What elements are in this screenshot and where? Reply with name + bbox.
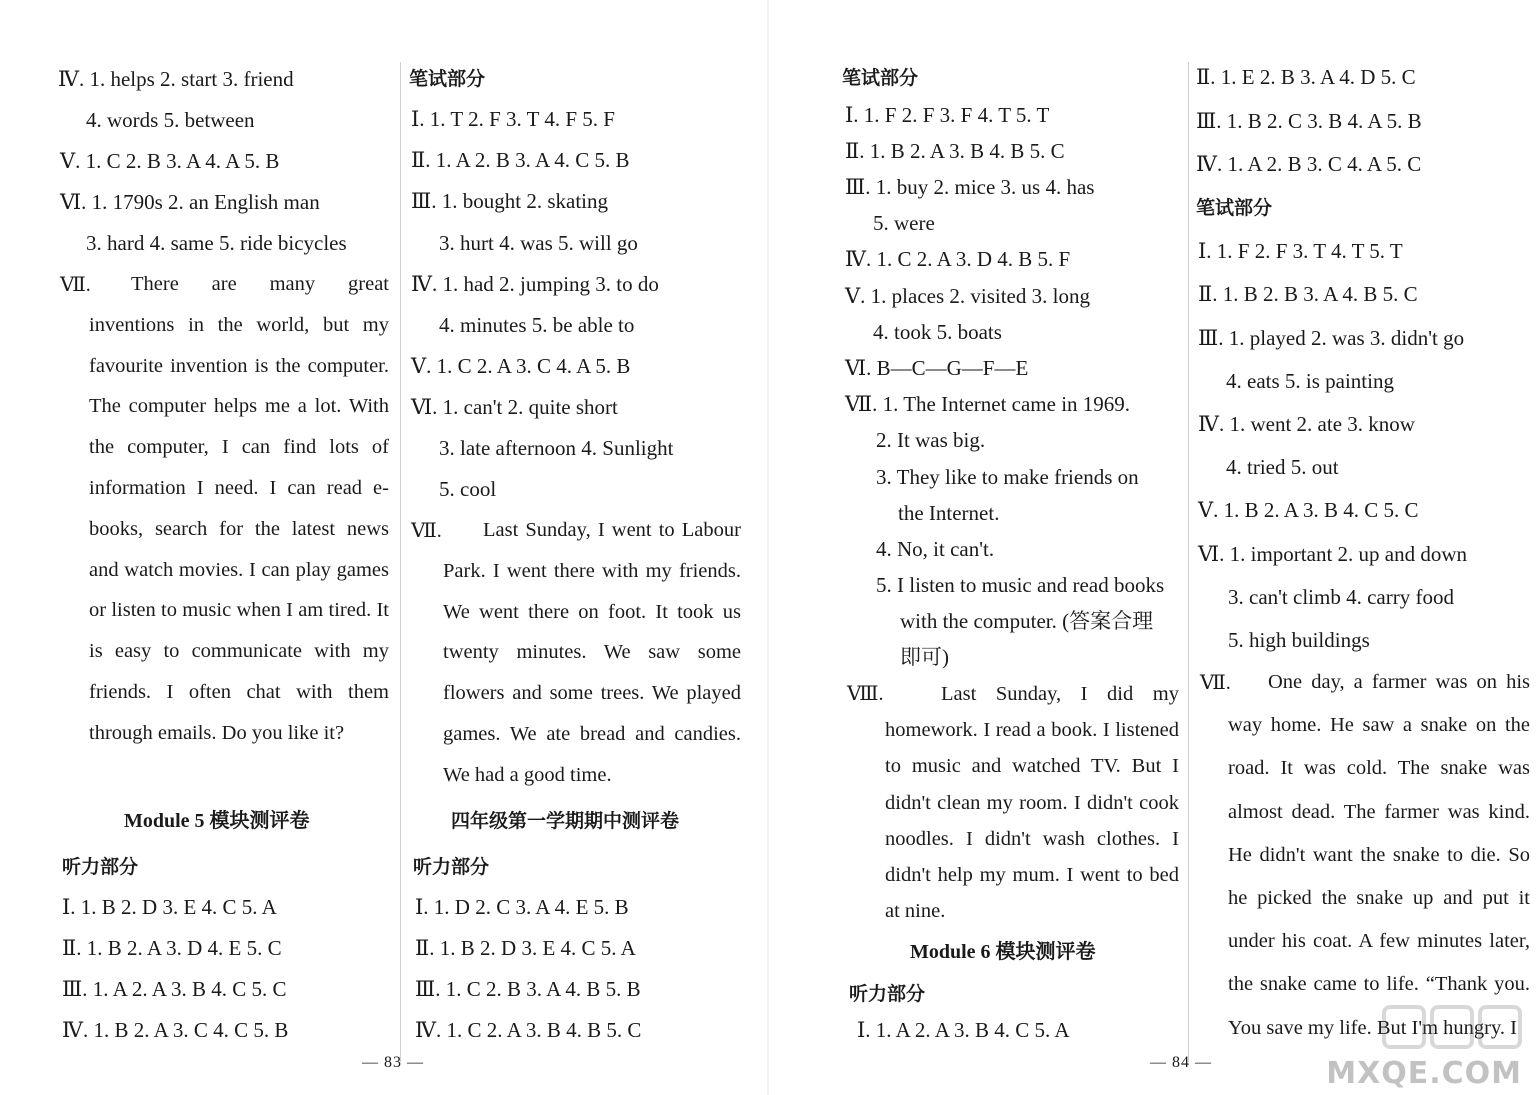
answer-line: Ⅵ. B—C—G—F—E xyxy=(845,356,1029,380)
answer-line: 4. minutes 5. be able to xyxy=(439,313,635,337)
answer-line: 4. took 5. boats xyxy=(873,320,1002,344)
section-heading: 听力部分 xyxy=(849,983,926,1005)
answer-line: 4. No, it can't. xyxy=(876,537,995,561)
answer-line: 4. words 5. between xyxy=(86,108,255,132)
answer-line: the Internet. xyxy=(898,501,1000,525)
answer-line: Ⅳ. 1. C 2. A 3. B 4. B 5. C xyxy=(415,1018,642,1042)
answer-line: 3. late afternoon 4. Sunlight xyxy=(439,436,674,460)
composition-paragraph: Last Sunday, I did my homework. I read a book. I listened to music and watched TV. But I didn't clean my room. I didn't cook noodles. I didn't wash clothes. I didn't help my mum. I went to bed at nine. xyxy=(885,683,1179,923)
answer-line: Ⅱ. 1. B 2. A 3. D 4. E 5. C xyxy=(62,936,282,960)
composition-paragraph: One day, a farmer was on his way home. He saw a snake on the road. It was cold. The snake was almost dead. The farmer was kind. He didn't want the snake to die. So he picked the snake up and put it under his coat. A few minutes later, the snake came to life. “Thank you. You save my life. But I'm hungry. I xyxy=(1228,671,1530,1039)
section-number: Ⅶ. xyxy=(60,274,91,296)
answer-line: 4. tried 5. out xyxy=(1226,455,1339,479)
column-divider-left xyxy=(400,62,401,1062)
answer-line: Ⅲ. 1. A 2. A 3. B 4. C 5. C xyxy=(62,977,287,1001)
answer-line: Ⅳ. 1. A 2. B 3. C 4. A 5. C xyxy=(1196,152,1422,176)
answer-line: Ⅳ. 1. had 2. jumping 3. to do xyxy=(411,272,659,296)
answer-line: Ⅵ. 1. can't 2. quite short xyxy=(411,395,618,419)
answer-line: 4. eats 5. is painting xyxy=(1226,369,1394,393)
section-heading: 笔试部分 xyxy=(409,68,486,90)
page-number: — 84 — xyxy=(1150,1054,1212,1071)
exam-title: 四年级第一学期期中测评卷 xyxy=(451,810,680,832)
section-heading: 听力部分 xyxy=(413,856,490,878)
answer-line: 3. can't climb 4. carry food xyxy=(1228,585,1454,609)
answer-line: 5. I listen to music and read books xyxy=(876,573,1165,597)
answer-line: 3. They like to make friends on xyxy=(876,465,1139,489)
composition-paragraph: There are many great inventions in the world, but my favourite invention is the computer. The computer helps me a lot. With the computer, I can find lots of information I need. I can read e-books, search for the latest news and watch movies. I can play games or listen to music when I am tired. It is easy to communicate with my friends. I often chat with them through emails. Do you like it? xyxy=(89,273,389,744)
answer-line: Ⅱ. 1. E 2. B 3. A 4. D 5. C xyxy=(1196,65,1416,89)
answer-line: Ⅰ. 1. F 2. F 3. F 4. T 5. T xyxy=(845,103,1050,127)
answer-line: Ⅳ. 1. helps 2. start 3. friend xyxy=(58,67,294,91)
answer-line: Ⅱ. 1. B 2. B 3. A 4. B 5. C xyxy=(1198,282,1418,306)
watermark-text: MXQE.COM xyxy=(1326,1056,1522,1091)
section-heading: 听力部分 xyxy=(62,856,139,878)
answer-line: 3. hurt 4. was 5. will go xyxy=(439,231,638,255)
answer-line: Ⅲ. 1. buy 2. mice 3. us 4. has xyxy=(845,175,1095,199)
answer-line: Ⅰ. 1. A 2. A 3. B 4. C 5. A xyxy=(857,1018,1070,1042)
page-number: — 83 — xyxy=(362,1054,424,1071)
section-number: Ⅷ. xyxy=(847,683,884,705)
answer-line: Ⅰ. 1. B 2. D 3. E 4. C 5. A xyxy=(62,895,277,919)
answer-line: Ⅴ. 1. C 2. A 3. C 4. A 5. B xyxy=(411,354,631,378)
answer-line: Ⅰ. 1. D 2. C 3. A 4. E 5. B xyxy=(415,895,629,919)
answer-line: Ⅱ. 1. B 2. A 3. B 4. B 5. C xyxy=(845,139,1065,163)
answer-line: Ⅴ. 1. B 2. A 3. B 4. C 5. C xyxy=(1198,498,1419,522)
section-heading: 笔试部分 xyxy=(1196,197,1273,219)
answer-line: Ⅲ. 1. C 2. B 3. A 4. B 5. B xyxy=(415,977,641,1001)
answer-line: Ⅴ. 1. C 2. B 3. A 4. A 5. B xyxy=(60,149,280,173)
answer-line: Ⅵ. 1. 1790s 2. an English man xyxy=(60,190,320,214)
answer-line: Ⅵ. 1. important 2. up and down xyxy=(1198,542,1468,566)
answer-line: Ⅳ. 1. B 2. A 3. C 4. C 5. B xyxy=(62,1018,289,1042)
answer-line: 2. It was big. xyxy=(876,428,986,452)
module-title: Module 6 模块测评卷 xyxy=(910,941,1096,963)
answer-line: Ⅰ. 1. T 2. F 3. T 4. F 5. F xyxy=(411,107,615,131)
answer-line: Ⅱ. 1. B 2. D 3. E 4. C 5. A xyxy=(415,936,636,960)
answer-line: 3. hard 4. same 5. ride bicycles xyxy=(86,231,347,255)
answer-line: Ⅱ. 1. A 2. B 3. A 4. C 5. B xyxy=(411,148,630,172)
answer-line: 5. were xyxy=(873,211,935,235)
answer-line: Ⅲ. 1. B 2. C 3. B 4. A 5. B xyxy=(1196,109,1422,133)
answer-line: Ⅶ. 1. The Internet came in 1969. xyxy=(845,392,1131,416)
answer-line: 5. high buildings xyxy=(1228,628,1370,652)
answer-line: 5. cool xyxy=(439,477,497,501)
answer-line: Ⅳ. 1. went 2. ate 3. know xyxy=(1198,412,1415,436)
composition-paragraph: Last Sunday, I went to Labour Park. I went there with my friends. We went there on foot. It took us twenty minutes. We saw some flowers and some trees. We played games. We ate bread and candies. We had a good time. xyxy=(443,519,741,786)
page-gutter xyxy=(767,0,769,1095)
column-divider-right xyxy=(1188,62,1189,1062)
answer-line: Ⅳ. 1. C 2. A 3. D 4. B 5. F xyxy=(845,247,1071,271)
section-heading: 笔试部分 xyxy=(842,67,919,89)
module-title: Module 5 模块测评卷 xyxy=(124,810,310,832)
answer-line: Ⅴ. 1. places 2. visited 3. long xyxy=(845,284,1090,308)
section-number: Ⅶ. xyxy=(1200,672,1231,694)
answer-line: Ⅲ. 1. played 2. was 3. didn't go xyxy=(1198,326,1465,350)
answer-line: Ⅰ. 1. F 2. F 3. T 4. T 5. T xyxy=(1198,239,1403,263)
section-number: Ⅶ. xyxy=(411,520,442,542)
answer-line: with the computer. (答案合理 xyxy=(900,609,1154,633)
answer-line: 即可) xyxy=(900,645,949,669)
answer-line: Ⅲ. 1. bought 2. skating xyxy=(411,189,608,213)
